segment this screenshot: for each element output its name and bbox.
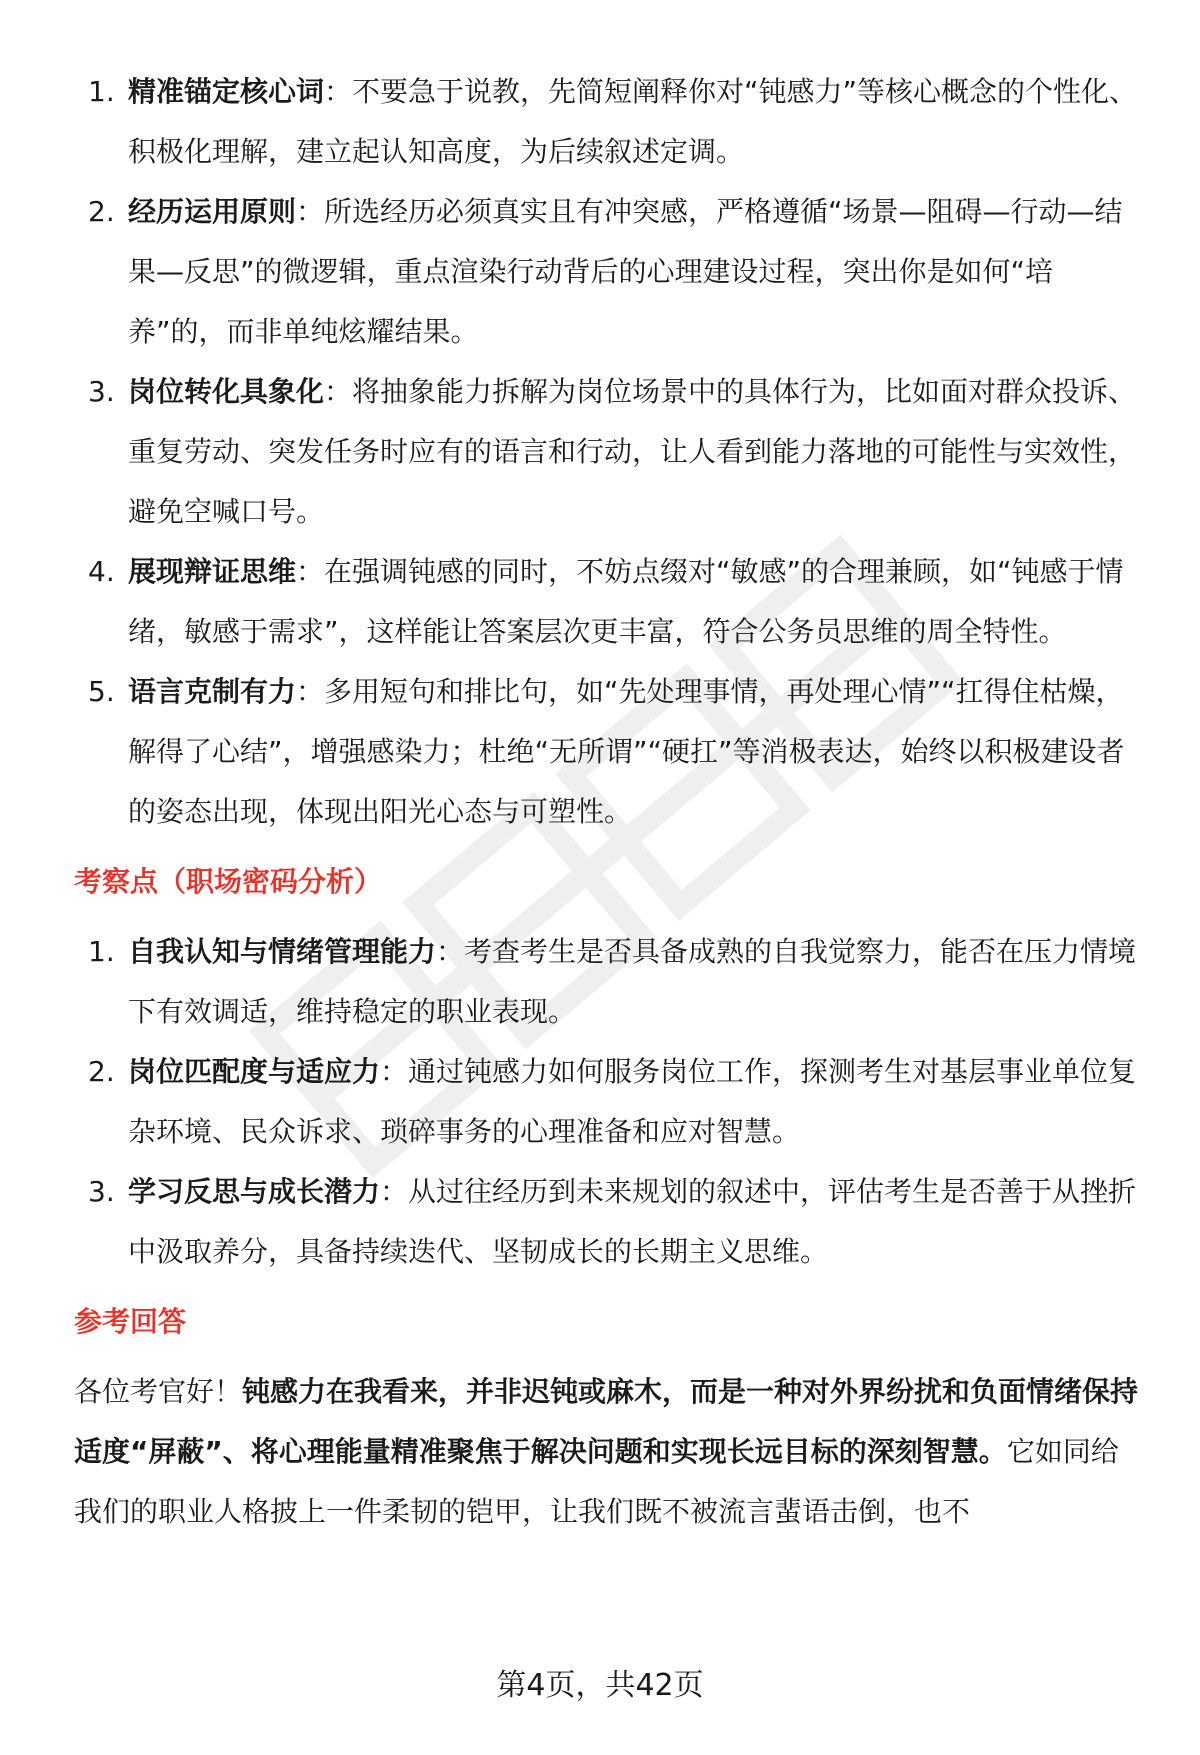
item-term: 岗位转化具象化 — [128, 375, 325, 408]
content-area — [74, 62, 1144, 1542]
answer-text: 它如同给我们的职业人格披上一件柔韧的铠甲，让我们既不被流言蜚语击倒，也不 — [74, 1435, 1119, 1528]
list-number: 5. — [88, 675, 115, 708]
item-text: 通过钝感力如何服务岗位工作，探测考生对基层事业单位复杂环境、民众诉求、琐碎事务的心理准备和应对智慧。 — [128, 1055, 1137, 1148]
list-number: 2. — [88, 195, 115, 228]
answer-greeting: 各位考官好！ — [74, 1375, 243, 1408]
list-number: 1. — [88, 75, 115, 108]
item-term: 自我认知与情绪管理能力 — [128, 935, 437, 968]
item-term: 展现辩证思维 — [128, 555, 297, 588]
list-number: 4. — [88, 555, 115, 588]
list-item — [74, 362, 1144, 542]
item-text: 将抽象能力拆解为岗位场景中的具体行为，比如面对群众投诉、重复劳动、突发任务时应有的语言和行动，让人看到能力落地的可能性与实效性，避免空喊口号。 — [128, 375, 1137, 528]
item-text: 考查考生是否具备成熟的自我觉察力，能否在压力情境下有效调适，维持稳定的职业表现。 — [128, 935, 1137, 1028]
item-text: 多用短句和排比句，如“先处理事情，再处理心情”“扛得住枯燥，解得了心结”，增强感染力；杜绝“无所谓”“硬扛”等消极表达，始终以积极建设者的姿态出现，体现出阳光心态与可塑性。 — [128, 675, 1125, 828]
item-term: 学习反思与成长潜力 — [128, 1175, 381, 1208]
list-number: 3. — [88, 375, 115, 408]
item-separator: ： — [324, 375, 353, 408]
item-separator: ： — [324, 75, 353, 108]
list-item — [74, 1042, 1144, 1162]
page-number: 第4页，共42页 — [496, 1668, 704, 1703]
section-heading: 参考回答 — [74, 1305, 187, 1338]
item-term: 岗位匹配度与适应力 — [128, 1055, 381, 1088]
item-separator: ： — [436, 935, 465, 968]
item-text: 所选经历必须真实且有冲突感，严格遵循“场景—阻碍—行动—结果—反思”的微逻辑，重点渲染行动背后的心理建设过程，突出你是如何“培养”的，而非单纯炫耀结果。 — [128, 195, 1123, 348]
item-separator: ： — [296, 675, 325, 708]
item-term: 精准锚定核心词 — [128, 75, 325, 108]
section-heading: 考察点（职场密码分析） — [74, 865, 383, 898]
list-item — [74, 922, 1144, 1042]
item-term: 语言克制有力 — [128, 675, 297, 708]
list-item — [74, 62, 1144, 182]
list-number: 1. — [88, 935, 115, 968]
item-separator: ： — [296, 195, 325, 228]
list-number: 2. — [88, 1055, 115, 1088]
item-text: 从过往经历到未来规划的叙述中，评估考生是否善于从挫折中汲取养分，具备持续迭代、坚韧成长的长期主义思维。 — [128, 1175, 1137, 1268]
item-term: 经历运用原则 — [128, 195, 297, 228]
answer-paragraph — [74, 1362, 1144, 1542]
item-text: 不要急于说教，先简短阐释你对“钝感力”等核心概念的个性化、积极化理解，建立起认知高度，为后续叙述定调。 — [128, 75, 1138, 168]
list-item — [74, 662, 1144, 842]
list-item — [74, 182, 1144, 362]
answer-emphasis: 钝感力在我看来，并非迟钝或麻木，而是一种对外界纷扰和负面情绪保持适度“屏蔽”、将心理能量精准聚焦于解决问题和实现长远目标的深刻智慧。 — [74, 1375, 1139, 1468]
item-text: 在强调钝感的同时，不妨点缀对“敏感”的合理兼顾，如“钝感于情绪，敏感于需求”，这样能让答案层次更丰富，符合公务员思维的周全特性。 — [128, 555, 1124, 648]
assessment-list — [74, 922, 1144, 1282]
tips-list — [74, 62, 1144, 842]
list-item — [74, 542, 1144, 662]
item-separator: ： — [296, 555, 325, 588]
item-separator: ： — [380, 1055, 409, 1088]
item-separator: ： — [380, 1175, 409, 1208]
list-number: 3. — [88, 1175, 115, 1208]
list-item — [74, 1162, 1144, 1282]
